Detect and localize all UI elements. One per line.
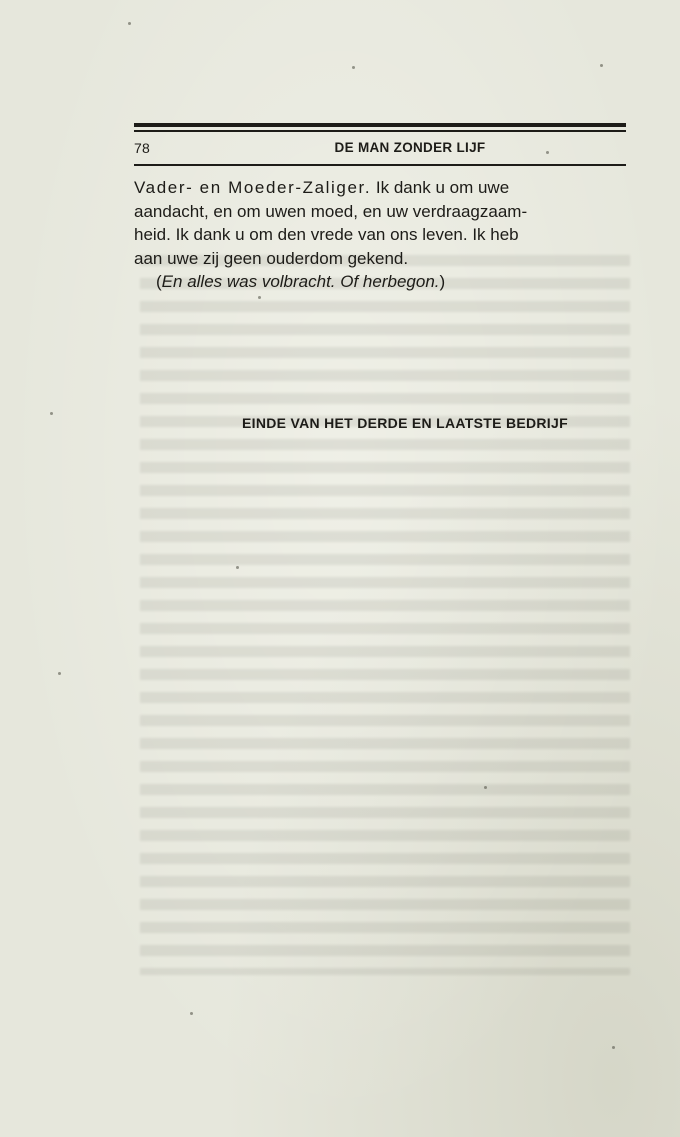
paper-speck	[236, 566, 239, 569]
header-rule-thin	[134, 130, 626, 132]
header-rule-bottom	[134, 164, 626, 166]
paper-speck	[50, 412, 53, 415]
paper-speck	[600, 64, 603, 67]
bleed-through-texture	[140, 255, 630, 975]
stage-direction-text: En alles was volbracht. Of herbegon.	[161, 272, 440, 291]
speech-line: Ik dank u om uwe	[375, 178, 510, 197]
paper-speck	[58, 672, 61, 675]
speech-paragraph	[134, 176, 626, 270]
speech-line: aan uwe zij geen ouderdom gekend.	[134, 248, 409, 268]
running-title: DE MAN ZONDER LIJF	[334, 140, 486, 155]
page-number: 78	[134, 140, 150, 156]
paper-speck	[352, 66, 355, 69]
paper-speck	[484, 786, 487, 789]
stage-direction-open: (	[156, 272, 162, 291]
stage-direction	[134, 270, 626, 294]
stage-direction-close: )	[439, 272, 446, 291]
running-head	[134, 137, 626, 161]
paper-speck	[190, 1012, 193, 1015]
paper-speck	[612, 1046, 615, 1049]
text-block	[134, 176, 626, 294]
paper-speck	[258, 296, 261, 299]
end-of-act-heading: EINDE VAN HET DERDE EN LAATSTE BEDRIJF	[242, 415, 568, 431]
speaker-name: Vader- en Moeder-Zaliger.	[134, 178, 372, 197]
speech-line: aandacht, en om uwen moed, en uw verdraagzaam-	[134, 201, 528, 221]
header-rule-thick	[134, 123, 626, 127]
speech-line: heid. Ik dank u om den vrede van ons leven. Ik heb	[134, 225, 519, 244]
paper-speck	[128, 22, 131, 25]
